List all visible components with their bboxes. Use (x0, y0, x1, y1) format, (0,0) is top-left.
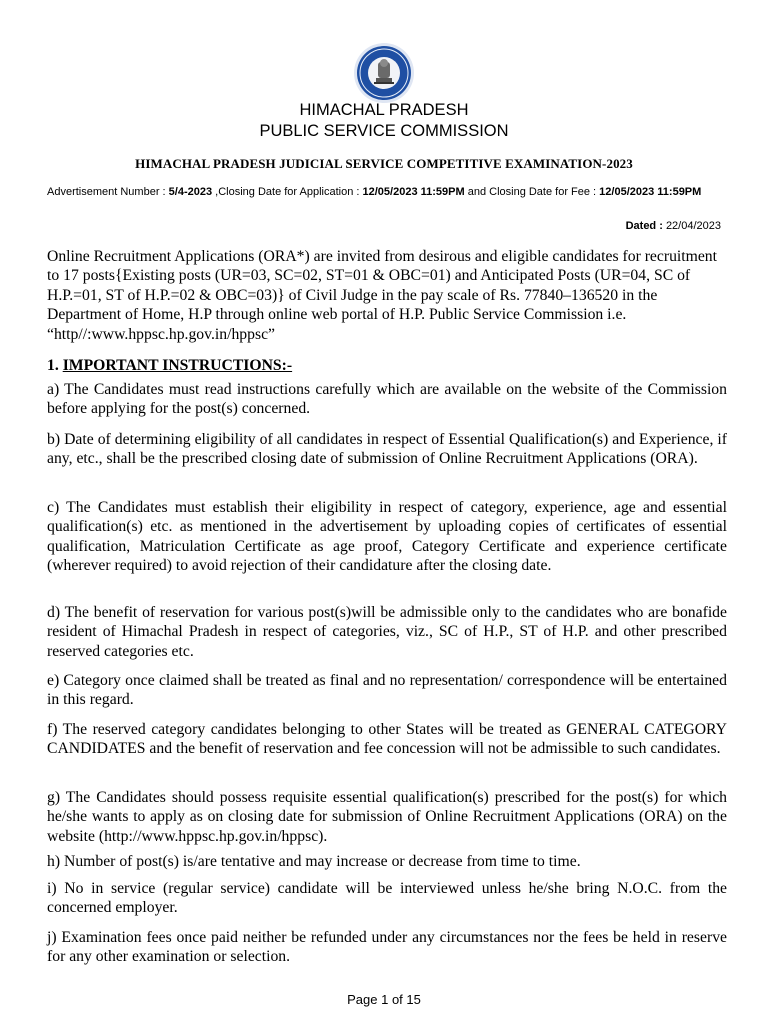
closing-app-label: ,Closing Date for Application : (212, 186, 363, 198)
adv-number-label: Advertisement Number : (47, 186, 169, 198)
instruction-j (47, 928, 727, 967)
instruction-h (47, 852, 727, 871)
instruction-g (47, 788, 727, 846)
instruction-text: c) The Candidates must establish their eligibility in respect of category, experience, age and essential qualification(s) etc. as mentioned in the advertisement by uploading copies of certificates of essential qualification, Matriculation Certificate as age proof, Category Certificate and experience certificate (wherever required) to avoid rejection of their candidature after the closing date. (47, 499, 727, 575)
section-heading (47, 357, 292, 375)
instruction-f (47, 720, 727, 759)
instruction-text: e) Category once claimed shall be treated as final and no representation/ correspondence will be entertained in this regard. (47, 672, 727, 709)
instruction-c (47, 498, 727, 576)
adv-number: 5/4-2023 (168, 186, 213, 198)
section-title: IMPORTANT INSTRUCTIONS:- (62, 357, 293, 374)
instruction-b (47, 430, 727, 469)
instruction-text: h) Number of post(s) is/are tentative and may increase or decrease from time to time. (47, 853, 581, 870)
instruction-i (47, 879, 727, 918)
instruction-text: a) The Candidates must read instructions carefully which are available on the website of the Commission before applying for the post(s) concerned. (47, 381, 727, 418)
dated-line (626, 220, 721, 232)
instruction-text: d) The benefit of reservation for various post(s)will be admissible only to the candidates who are bonafide resident of Himachal Pradesh in respect of categories, viz., SC of H.P., ST of H.P. and other prescribed reserved categories etc. (47, 604, 727, 660)
instruction-text: i) No in service (regular service) candidate will be interviewed unless he/she bring N.O.C. from the concerned employer. (47, 880, 727, 917)
dated-value: 22/04/2023 (665, 220, 721, 232)
instruction-text: f) The reserved category candidates belonging to other States will be treated as GENERAL CATEGORY CANDIDATES and the benefit of reservation and fee concession will not be admissible to such candidates. (47, 721, 727, 758)
org-name-line2: PUBLIC SERVICE COMMISSION (259, 122, 509, 140)
page-number: Page 1 of 15 (347, 992, 421, 1007)
exam-title: HIMACHAL PRADESH JUDICIAL SERVICE COMPETITIVE EXAMINATION-2023 (135, 156, 633, 171)
instruction-d (47, 603, 727, 661)
section-number: 1. (47, 357, 63, 374)
instruction-e (47, 671, 727, 710)
intro-text: Online Recruitment Applications (ORA*) are invited from desirous and eligible candidates for recruitment to 17 posts{Existing posts (UR=03, SC=02, ST=01 & OBC=01) and Anticipated Posts (UR=04, SC of H.P.=01, ST of H.P.=02 & OBC=03)} of Civil Judge in the pay scale of Rs. 77840–136520 in the Department of Home, H.P through online web portal of H.P. Public Service Commission i.e. “http//:www.hppsc.hp.gov.in/hppsc” (47, 248, 718, 343)
closing-app-date: 12/05/2023 11:59PM (362, 186, 465, 198)
instruction-a (47, 380, 727, 419)
instruction-text: j) Examination fees once paid neither be refunded under any circumstances nor the fees be held in reserve for any other examination or selection. (47, 929, 727, 966)
instruction-text: g) The Candidates should possess requisite essential qualification(s) prescribed for the post(s) for which he/she wants to apply as on closing date for submission of Online Recruitment Applications (ORA) on the website (http://www.hppsc.hp.gov.in/hppsc). (47, 789, 727, 845)
closing-fee-label: and Closing Date for Fee : (464, 186, 600, 198)
instruction-text: b) Date of determining eligibility of all candidates in respect of Essential Qualification(s) and Experience, if any, etc., shall be the prescribed closing date of submission of Online Recruitment Applications (ORA). (47, 431, 727, 468)
hppsc-seal-icon (353, 42, 415, 104)
closing-fee-date: 12/05/2023 11:59PM (599, 186, 702, 198)
advertisement-info (47, 185, 727, 199)
intro-paragraph (47, 247, 727, 344)
org-name-line1: HIMACHAL PRADESH (299, 101, 469, 119)
dated-label: Dated : (625, 220, 666, 232)
